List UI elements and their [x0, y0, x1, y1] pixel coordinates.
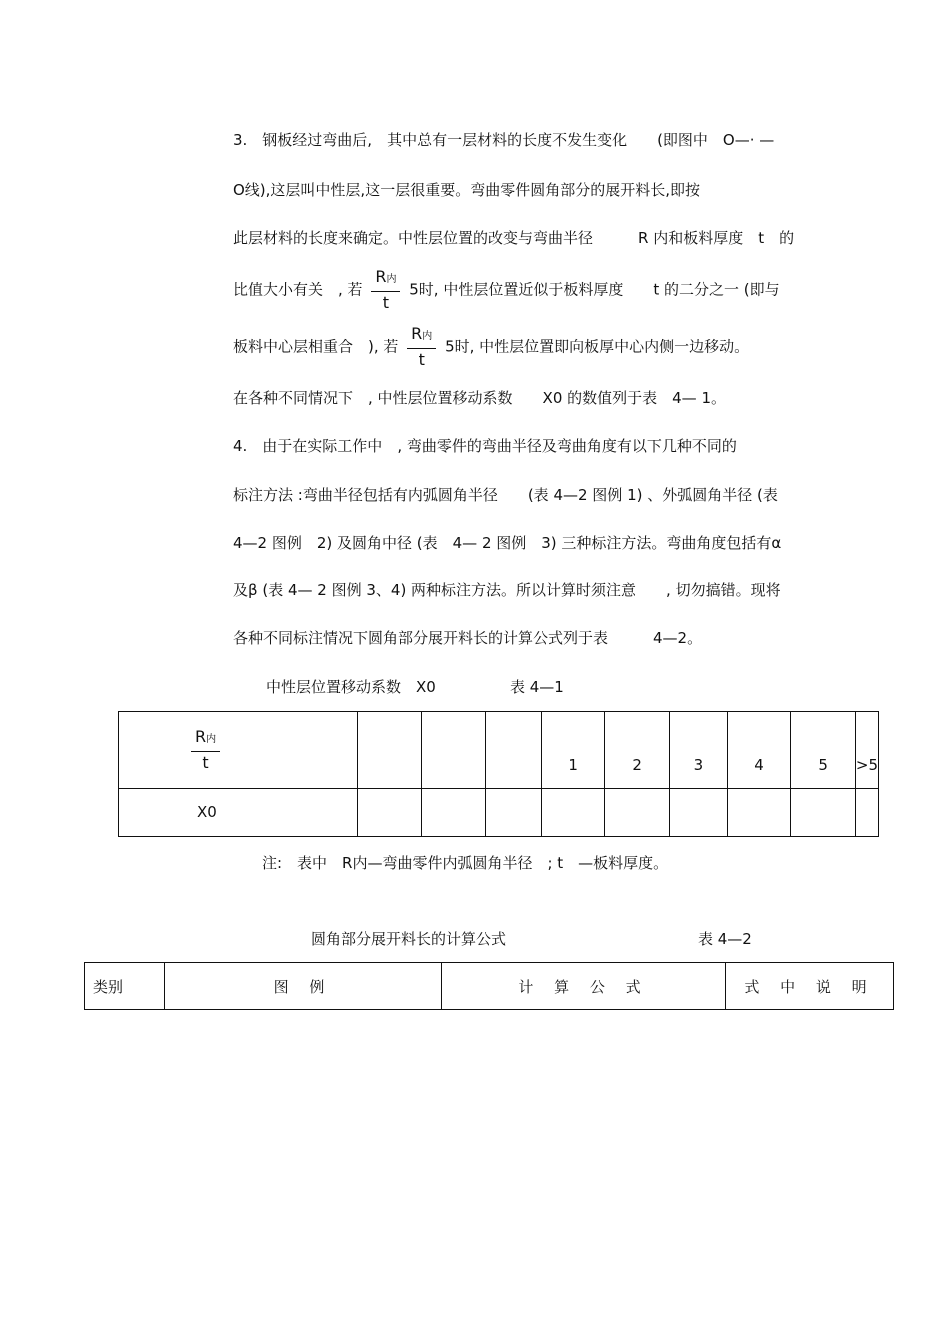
fraction-numerator: R — [195, 726, 207, 746]
fraction-subscript: 内 — [206, 733, 217, 745]
table1-cell — [855, 788, 878, 836]
table1-row-x0 — [119, 788, 879, 836]
fraction-subscript: 内 — [386, 274, 397, 285]
ratio-fraction-2 — [407, 323, 436, 371]
table1-caption-number: 表 4—1 — [510, 678, 564, 696]
table1-cell — [357, 712, 421, 789]
fraction-denominator: t — [202, 752, 209, 772]
para3-line3: 此层材料的长度来确定。中性层位置的改变与弯曲半径 R 内和板料厚度 t 的 — [233, 229, 795, 247]
para3-line4 — [233, 266, 780, 314]
para4-line1: 4. 由于在实际工作中 , 弯曲零件的弯曲半径及弯曲角度有以下几种不同的 — [233, 437, 737, 455]
table1-cell — [669, 788, 727, 836]
table2-caption-title: 圆角部分展开料长的计算公式 — [311, 930, 507, 948]
table1-ratio-header — [119, 712, 358, 789]
para4-line4: 及β (表 4— 2 图例 3、4) 两种标注方法。所以计算时须注意 , 切勿搞错。现将 — [233, 581, 781, 599]
fraction-subscript: 内 — [422, 331, 433, 342]
para3-line6: 在各种不同情况下 , 中性层位置移动系数 X0 的数值列于表 4— 1。 — [233, 389, 726, 407]
para4-line2: 标注方法 :弯曲半径包括有内弧圆角半径 (表 4—2 图例 1) 、外弧圆角半径 (表 — [233, 486, 778, 504]
table1-cell: 1 — [541, 712, 605, 789]
table1-cell: >5 — [855, 712, 878, 789]
ratio-fraction — [371, 266, 400, 314]
formula-table — [84, 962, 894, 1010]
table1-cell — [421, 788, 485, 836]
table2-header-notes: 式 中 说 明 — [726, 963, 894, 1010]
table1-cell — [791, 788, 856, 836]
table1-cell — [605, 788, 669, 836]
neutral-layer-table — [118, 711, 879, 837]
para3-line5 — [233, 323, 749, 371]
table2-header-formula: 计 算 公 式 — [442, 963, 726, 1010]
table1-cell: 2 — [605, 712, 669, 789]
para3-line1: 3. 钢板经过弯曲后, 其中总有一层材料的长度不发生变化 (即图中 O—· — — [233, 131, 775, 149]
table2-header-illustration: 图 例 — [165, 963, 442, 1010]
para3-line4-start: 比值大小有关 , 若 — [233, 280, 363, 299]
fraction-numerator: R — [375, 267, 387, 286]
table2-caption-number: 表 4—2 — [698, 930, 752, 948]
table1-row-ratio — [119, 712, 879, 789]
para3-line5-start: 板料中心层相重合 ), 若 — [233, 337, 399, 356]
table1-cell: 3 — [669, 712, 727, 789]
table1-cell: 4 — [727, 712, 791, 789]
para3-line4-end: 5时, 中性层位置近似于板料厚度 t 的二分之一 (即与 — [409, 280, 780, 299]
fraction-denominator: t — [418, 350, 425, 369]
table2-header-row — [85, 963, 894, 1010]
table1-cell — [485, 788, 541, 836]
table1-cell — [727, 788, 791, 836]
fraction-denominator: t — [382, 293, 390, 312]
table1-cell — [357, 788, 421, 836]
table1-note: 注: 表中 R内—弯曲零件内弧圆角半径 ; t —板料厚度。 — [262, 854, 669, 872]
table2-header-category: 类别 — [85, 963, 165, 1010]
para4-line3: 4—2 图例 2) 及圆角中径 (表 4— 2 图例 3) 三种标注方法。弯曲角度包括有α — [233, 534, 782, 552]
fraction-numerator: R — [411, 324, 423, 343]
para4-line5: 各种不同标注情况下圆角部分展开料长的计算公式列于表 4—2。 — [233, 629, 703, 647]
table1-cell: 5 — [791, 712, 856, 789]
para3-line2: O线),这层叫中性层,这一层很重要。弯曲零件圆角部分的展开料长,即按 — [233, 181, 700, 199]
table1-cell — [541, 788, 605, 836]
table1-cell — [485, 712, 541, 789]
para3-line5-end: 5时, 中性层位置即向板厚中心内侧一边移动。 — [445, 337, 750, 356]
table1-caption-title: 中性层位置移动系数 X0 — [266, 678, 436, 696]
table1-x0-header: X0 — [119, 788, 358, 836]
table1-cell — [421, 712, 485, 789]
